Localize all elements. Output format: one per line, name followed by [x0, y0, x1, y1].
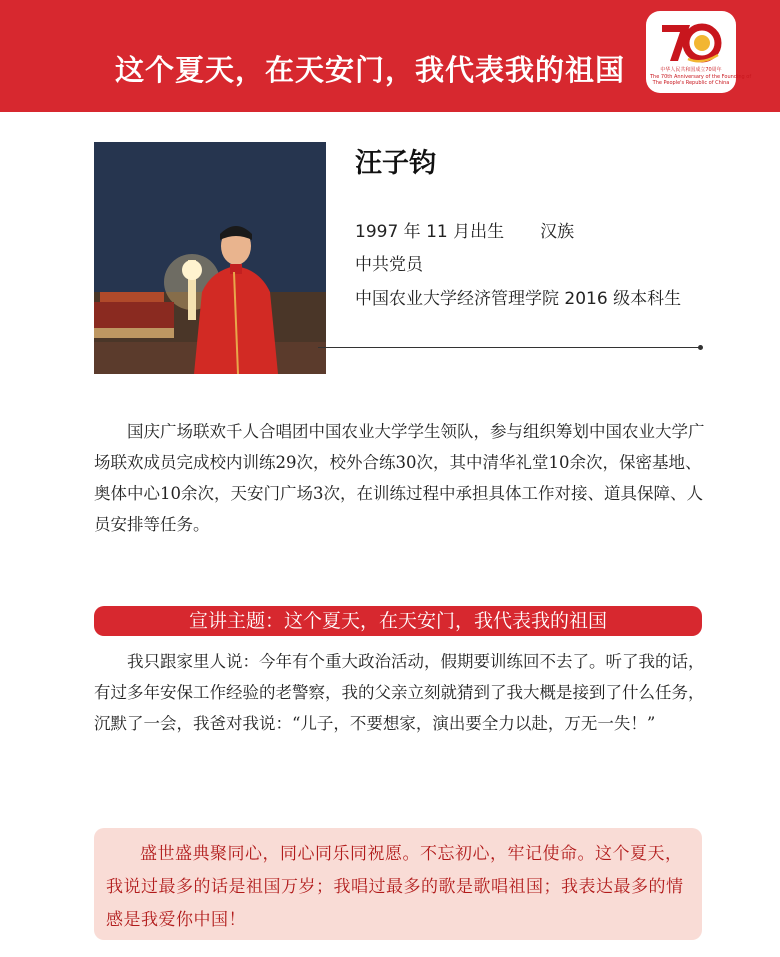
person-name: 汪子钧: [355, 148, 436, 179]
page-title: 这个夏天，在天安门，我代表我的祖国: [114, 53, 625, 87]
school-info: 中国农业大学经济管理学院 2016 级本科生: [355, 289, 682, 309]
anniversary-70-icon: [660, 19, 722, 65]
quote-text: 盛世盛典聚同心，同心同乐同祝愿。不忘初心，牢记使命。这个夏天，我说过最多的话是祖国万岁；我唱过最多的歌是歌唱祖国；我表达最多的情感是我爱你中国！: [106, 844, 684, 930]
divider-end-dot: [698, 345, 703, 350]
theme-banner: 宣讲主题：这个夏天，在天安门，我代表我的祖国: [94, 606, 702, 636]
logo-caption-en-1: The 70th Anniversary of the Founding of: [650, 74, 752, 80]
portrait-photo: [94, 142, 326, 374]
portrait-photo-image: [94, 142, 326, 374]
story-paragraph: 我只跟家里人说：今年有个重大政治活动，假期要训练回不去了。听了我的话，有过多年安保工作经验的老警察，我的父亲立刻就猜到了我大概是接到了什么任务，沉默了一会，我爸对我说：“儿子，不要想家，演出要全力以赴，万无一失！”: [94, 652, 705, 733]
intro-paragraph: 国庆广场联欢千人合唱团中国农业大学学生领队，参与组织筹划中国农业大学广场联欢成员完成校内训练29次，校外合练30次，其中清华礼堂10余次，保密基地、奥体中心10余次，天安门广场3次，在训练过程中承担具体工作对接、道具保障、人员安排等任务。: [94, 422, 705, 534]
political-status: 中共党员: [355, 255, 423, 275]
logo-caption-zh: 中华人民共和国成立70周年: [660, 67, 722, 73]
birth-ethnicity-line: [355, 217, 574, 242]
quote-box: [94, 828, 702, 940]
logo-caption-en-2: The People's Republic of China: [652, 80, 730, 86]
anniversary-logo: [646, 11, 752, 93]
header-banner: [0, 0, 780, 112]
profile-divider: [318, 347, 702, 348]
ethnicity: 汉族: [540, 222, 575, 242]
birth-date: 1997 年 11 月出生: [355, 222, 505, 242]
